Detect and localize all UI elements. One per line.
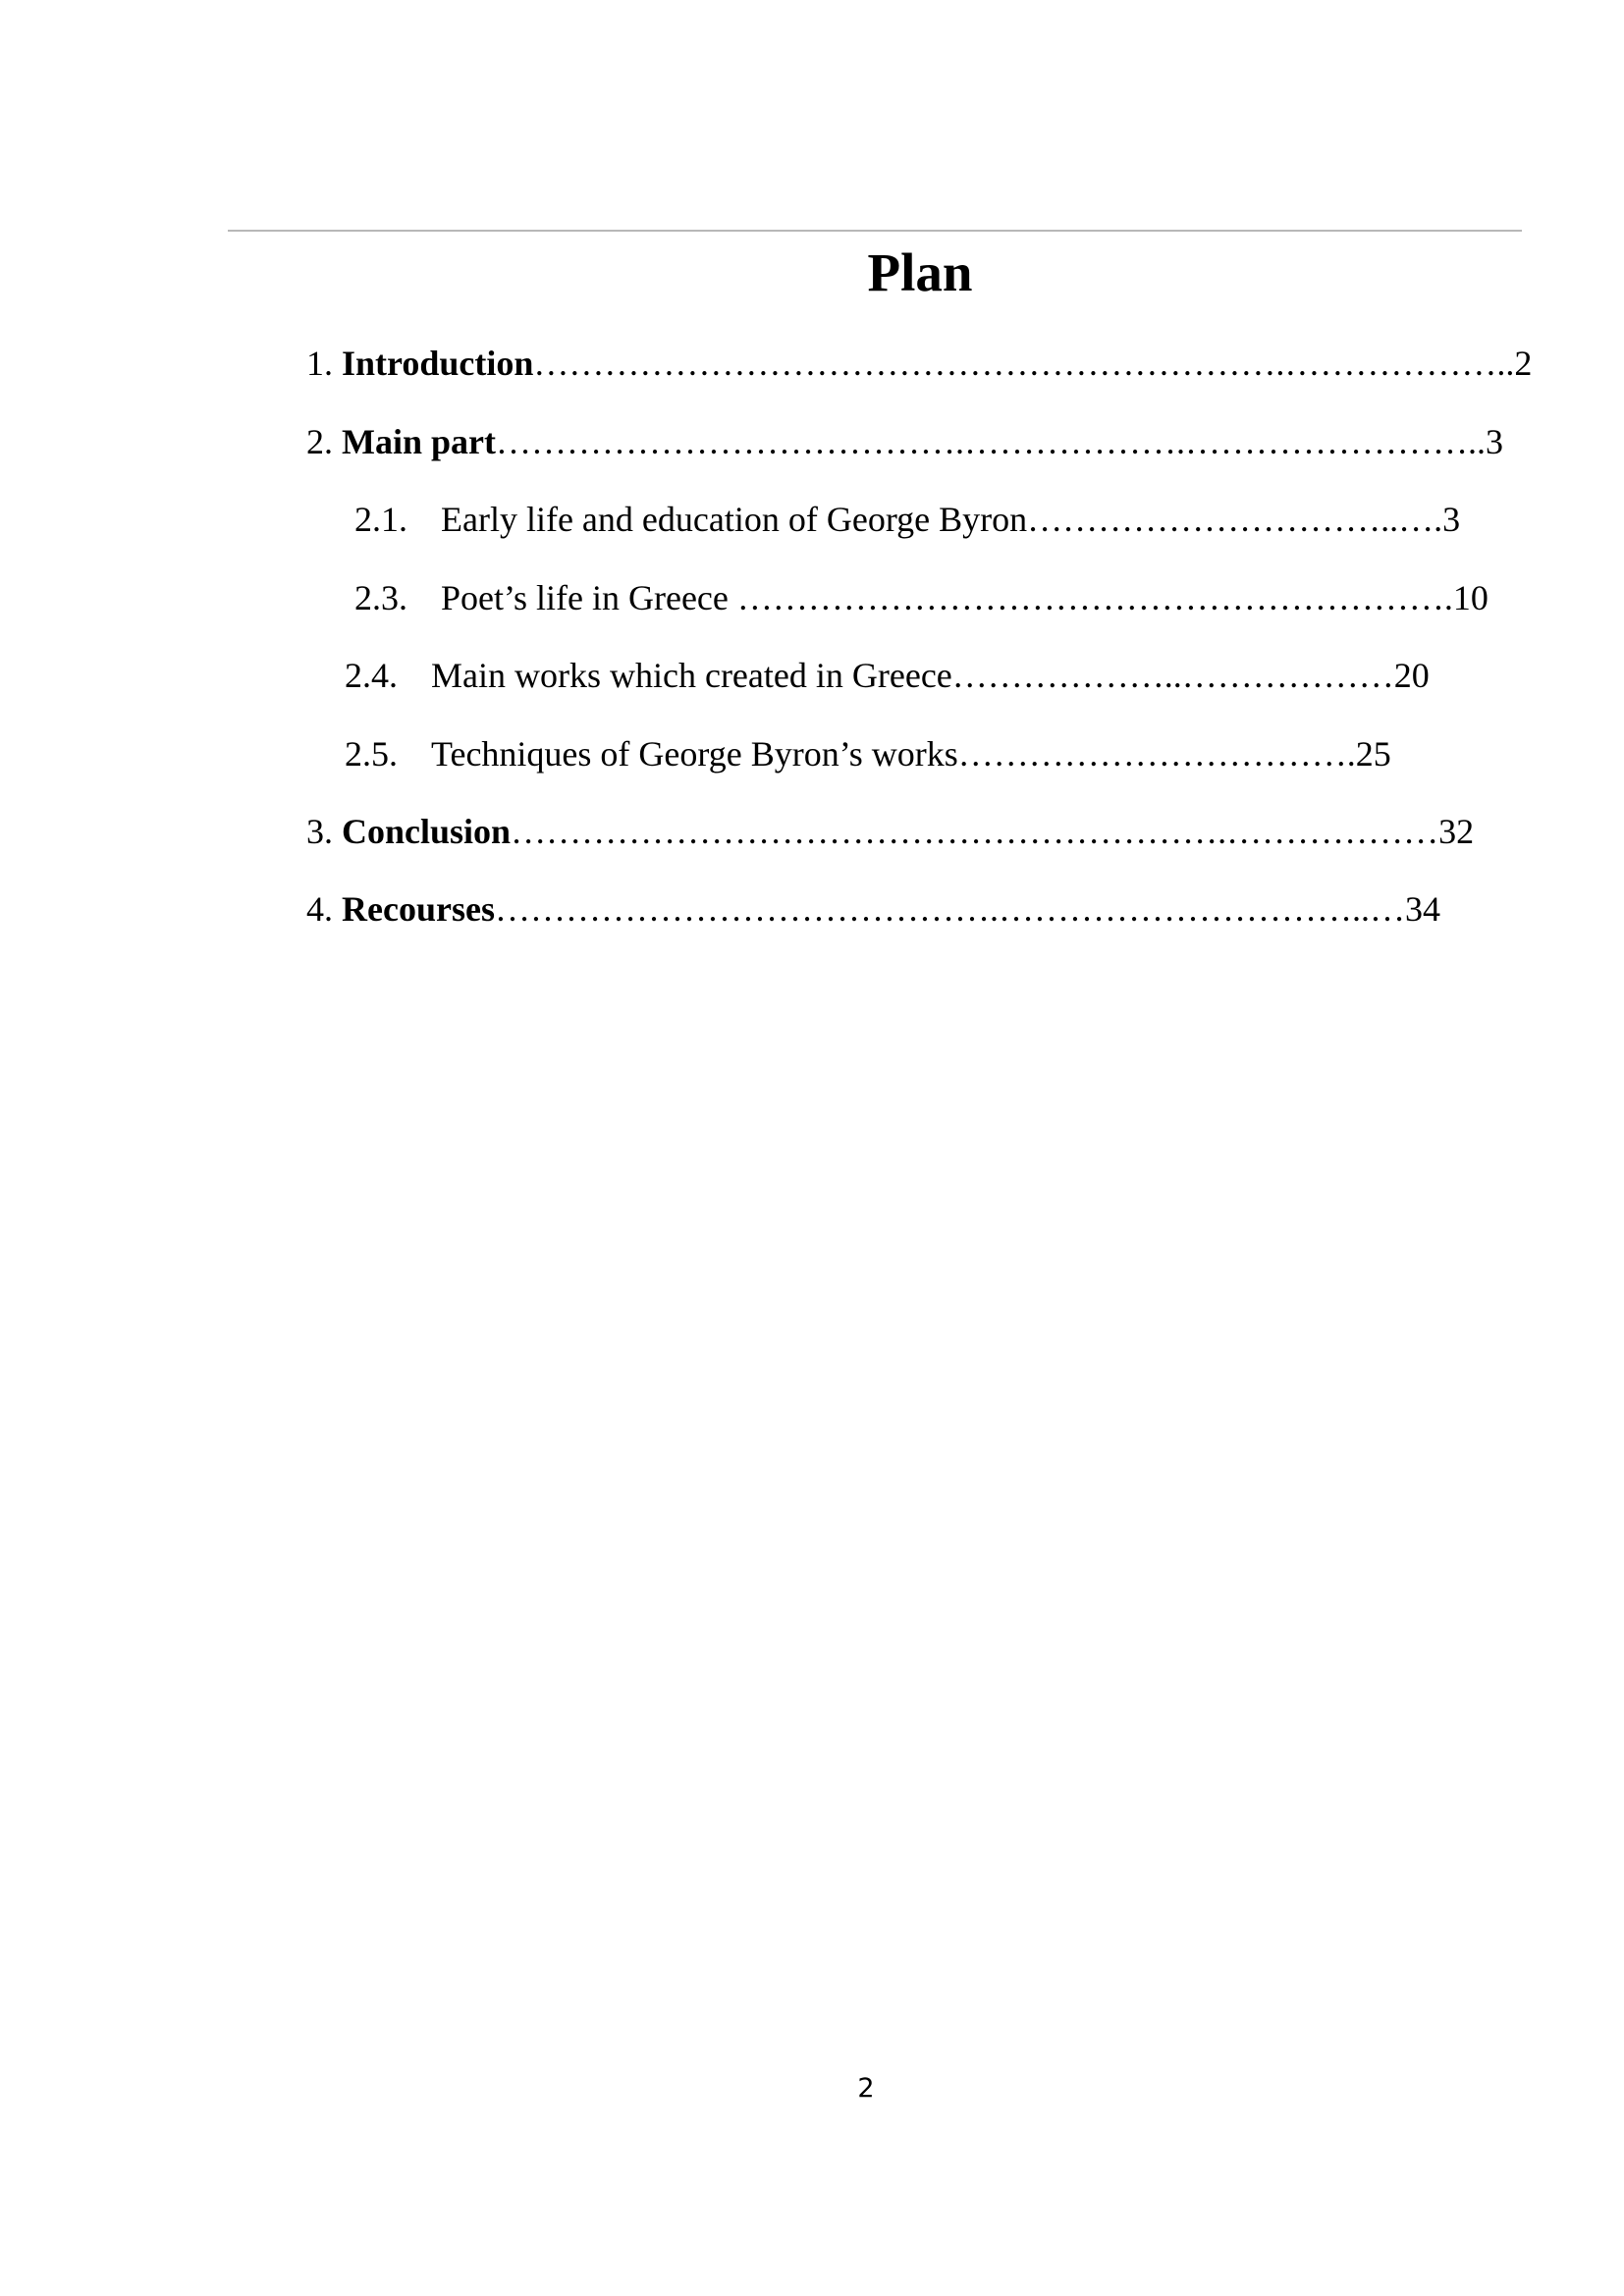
toc-entry-leader: ……………………………………………………. bbox=[736, 578, 1453, 617]
page-title: Plan bbox=[867, 242, 973, 302]
toc-entry-leader: …………………………..…. bbox=[1027, 500, 1443, 539]
toc-entry-page: 3 bbox=[1486, 422, 1503, 461]
toc-entry-page: 34 bbox=[1404, 889, 1440, 929]
toc-entry-page: 25 bbox=[1355, 734, 1391, 774]
toc-entry-leader: ……………………………. bbox=[957, 734, 1356, 774]
toc-entry-page: 10 bbox=[1452, 578, 1489, 617]
toc-entry-number: 4. bbox=[306, 889, 333, 929]
toc-entry-introduction bbox=[306, 342, 1532, 385]
toc-entry-page: 3 bbox=[1442, 500, 1461, 539]
toc-entry-main-works bbox=[345, 654, 1430, 697]
toc-entry-leader: ……………………………………………………….……………….. bbox=[533, 344, 1515, 383]
toc-entry-life-in-greece bbox=[354, 576, 1489, 619]
toc-entry-number: 2.1. bbox=[354, 500, 407, 539]
toc-entry-number: 2.4. bbox=[345, 656, 398, 695]
toc-entry-leader: ………………………………….……………….…………………….. bbox=[496, 422, 1486, 461]
toc-entry-leader: ………………..……………… bbox=[951, 656, 1394, 695]
page-number: 2 bbox=[857, 2073, 875, 2104]
toc-entry-page: 2 bbox=[1514, 344, 1533, 383]
toc-entry-leader: …………………………………………………….……………… bbox=[511, 812, 1439, 851]
toc-entry-leader: …………………………………….…………………………..… bbox=[494, 889, 1405, 929]
toc-entry-recourses bbox=[306, 887, 1440, 931]
toc-entry-label: Poet’s life in Greece bbox=[441, 578, 737, 617]
toc-entry-label: Techniques of George Byron’s works bbox=[431, 734, 958, 774]
toc-entry-label: Early life and education of George Byron bbox=[441, 500, 1028, 539]
toc-entry-early-life bbox=[354, 498, 1460, 541]
toc-entry-number: 2.3. bbox=[354, 578, 407, 617]
toc-entry-page: 20 bbox=[1393, 656, 1430, 695]
toc-entry-conclusion bbox=[306, 810, 1474, 853]
toc-entry-number: 1. bbox=[306, 344, 333, 383]
toc-entry-main-part bbox=[306, 420, 1503, 463]
toc-entry-techniques bbox=[345, 732, 1391, 775]
toc-entry-label: Introduction bbox=[342, 344, 534, 383]
toc-entry-label: Main part bbox=[342, 422, 496, 461]
toc-entry-page: 32 bbox=[1438, 812, 1475, 851]
toc-entry-number: 2.5. bbox=[345, 734, 398, 774]
toc-entry-number: 3. bbox=[306, 812, 333, 851]
toc-entry-label: Conclusion bbox=[342, 812, 512, 851]
toc-entry-number: 2. bbox=[306, 422, 333, 461]
toc-entry-label: Main works which created in Greece bbox=[431, 656, 952, 695]
toc-entry-label: Recourses bbox=[342, 889, 495, 929]
